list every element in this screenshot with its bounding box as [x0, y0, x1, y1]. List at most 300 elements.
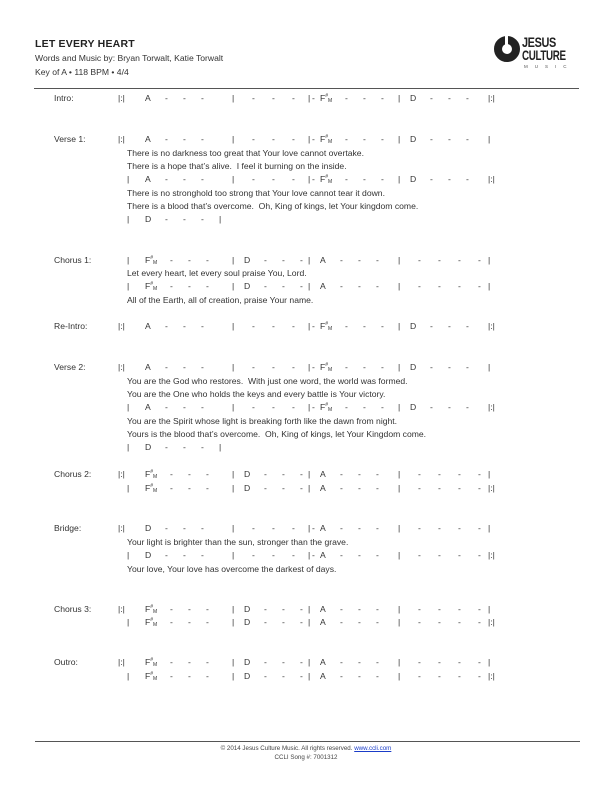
beat-dash: - — [201, 362, 204, 372]
beat-dash: - — [381, 321, 384, 331]
bar-line: | — [308, 93, 311, 103]
beat-dash: - — [206, 281, 209, 291]
beat-dash: - — [206, 483, 209, 493]
beat-dash: - — [206, 604, 209, 614]
beat-dash: - — [418, 523, 421, 533]
beat-dash: - — [201, 550, 204, 560]
beat-dash: - — [165, 362, 168, 372]
bar-line: | — [308, 174, 311, 184]
beat-dash: - — [458, 604, 461, 614]
beat-dash: - — [183, 523, 186, 533]
beat-dash: - — [272, 550, 275, 560]
beat-dash: - — [381, 362, 384, 372]
beat-dash: - — [458, 617, 461, 627]
bar-line: | — [219, 214, 222, 224]
beat-dash: - — [448, 402, 451, 412]
bar-line: | — [308, 604, 311, 614]
key-tempo-meter: Key of A • 118 BPM • 4/4 — [35, 67, 129, 77]
beat-dash: - — [206, 469, 209, 479]
logo-text-culture: CULTURE — [522, 47, 566, 63]
beat-dash: - — [376, 604, 379, 614]
beat-dash: - — [381, 402, 384, 412]
bar-line: | — [232, 362, 235, 372]
beat-dash: - — [300, 469, 303, 479]
chord-row — [0, 671, 612, 683]
beat-dash: - — [430, 134, 433, 144]
chord-row — [0, 134, 612, 146]
beat-dash: - — [438, 469, 441, 479]
beat-dash: - — [252, 134, 255, 144]
bar-line: | — [232, 174, 235, 184]
beat-dash: - — [170, 469, 173, 479]
bar-line: |:| — [488, 93, 495, 103]
beat-dash: - — [376, 671, 379, 681]
beat-dash: - — [201, 174, 204, 184]
beat-dash: - — [478, 657, 481, 667]
beat-dash: - — [448, 93, 451, 103]
beat-dash: - — [170, 617, 173, 627]
chord-symbol: D — [410, 362, 417, 372]
beat-dash: - — [418, 469, 421, 479]
beat-dash: - — [418, 281, 421, 291]
beat-dash: - — [252, 362, 255, 372]
beat-dash: - — [312, 321, 315, 331]
beat-dash: - — [183, 402, 186, 412]
beat-dash: - — [188, 617, 191, 627]
beat-dash: - — [376, 617, 379, 627]
beat-dash: - — [312, 550, 315, 560]
beat-dash: - — [358, 523, 361, 533]
bar-line: | — [398, 174, 401, 184]
bar-line: | — [398, 671, 401, 681]
lyric-line: You are the One who holds the keys and every battle is Your victory. — [127, 389, 386, 399]
bar-line: | — [232, 321, 235, 331]
bar-line: | — [127, 214, 130, 224]
ccli-link[interactable]: www.ccli.com — [354, 745, 392, 752]
lyric-line: You are the Spirit whose light is breaking forth like the dawn from night. — [127, 416, 398, 426]
chord-row — [0, 469, 612, 481]
chord-symbol: A — [145, 134, 151, 144]
chord-symbol: A — [320, 604, 326, 614]
beat-dash: - — [312, 174, 315, 184]
beat-dash: - — [300, 483, 303, 493]
beat-dash: - — [345, 362, 348, 372]
beat-dash: - — [345, 402, 348, 412]
bar-line: |:| — [488, 483, 495, 493]
beat-dash: - — [170, 671, 173, 681]
section-label: Bridge: — [54, 523, 82, 533]
beat-dash: - — [418, 550, 421, 560]
bar-line: | — [232, 617, 235, 627]
beat-dash: - — [165, 321, 168, 331]
beat-dash: - — [252, 93, 255, 103]
beat-dash: - — [264, 281, 267, 291]
beat-dash: - — [458, 523, 461, 533]
beat-dash: - — [292, 134, 295, 144]
logo-text-music: MUSIC — [524, 64, 574, 69]
bar-line: | — [308, 483, 311, 493]
beat-dash: - — [340, 550, 343, 560]
beat-dash: - — [300, 604, 303, 614]
chord-symbol: D — [244, 617, 251, 627]
beat-dash: - — [292, 174, 295, 184]
beat-dash: - — [264, 657, 267, 667]
beat-dash: - — [358, 255, 361, 265]
beat-dash: - — [381, 93, 384, 103]
beat-dash: - — [418, 657, 421, 667]
bar-line: | — [398, 617, 401, 627]
beat-dash: - — [340, 523, 343, 533]
bar-line: |:| — [488, 321, 495, 331]
beat-dash: - — [282, 604, 285, 614]
beat-dash: - — [312, 402, 315, 412]
beat-dash: - — [478, 469, 481, 479]
beat-dash: - — [376, 469, 379, 479]
beat-dash: - — [264, 604, 267, 614]
beat-dash: - — [183, 134, 186, 144]
beat-dash: - — [363, 174, 366, 184]
beat-dash: - — [438, 281, 441, 291]
beat-dash: - — [272, 321, 275, 331]
beat-dash: - — [312, 93, 315, 103]
chord-row — [0, 604, 612, 616]
bar-line: | — [308, 550, 311, 560]
beat-dash: - — [430, 402, 433, 412]
beat-dash: - — [358, 671, 361, 681]
beat-dash: - — [252, 174, 255, 184]
chord-row — [0, 255, 612, 267]
bar-line: | — [232, 604, 235, 614]
beat-dash: - — [312, 134, 315, 144]
chord-row — [0, 442, 612, 454]
beat-dash: - — [188, 671, 191, 681]
copyright-text: © 2014 Jesus Culture Music. All rights reserved. — [220, 745, 353, 752]
beat-dash: - — [300, 657, 303, 667]
beat-dash: - — [201, 402, 204, 412]
beat-dash: - — [478, 617, 481, 627]
beat-dash: - — [345, 93, 348, 103]
beat-dash: - — [438, 483, 441, 493]
bar-line: |:| — [118, 469, 125, 479]
chord-symbol: A — [320, 671, 326, 681]
beat-dash: - — [466, 93, 469, 103]
bar-line: | — [488, 604, 491, 614]
beat-dash: - — [300, 255, 303, 265]
beat-dash: - — [312, 362, 315, 372]
beat-dash: - — [430, 321, 433, 331]
beat-dash: - — [183, 214, 186, 224]
chord-symbol: A — [320, 657, 326, 667]
beat-dash: - — [264, 617, 267, 627]
lyric-line: You are the God who restores. With just one word, the world was formed. — [127, 376, 408, 386]
beat-dash: - — [272, 402, 275, 412]
bar-line: |:| — [118, 134, 125, 144]
beat-dash: - — [183, 93, 186, 103]
bar-line: | — [308, 523, 311, 533]
chord-symbol: A — [320, 523, 326, 533]
chord-symbol: D — [410, 93, 417, 103]
section-label: Verse 2: — [54, 362, 86, 372]
chord-symbol: A — [320, 281, 326, 291]
beat-dash: - — [282, 617, 285, 627]
chord-row — [0, 523, 612, 535]
beat-dash: - — [183, 174, 186, 184]
beat-dash: - — [430, 362, 433, 372]
bar-line: |:| — [118, 321, 125, 331]
chord-symbol: D — [410, 134, 417, 144]
beat-dash: - — [183, 362, 186, 372]
chord-symbol: $F^{\#}_M$ — [320, 134, 333, 145]
beat-dash: - — [466, 321, 469, 331]
beat-dash: - — [252, 550, 255, 560]
bar-line: | — [488, 657, 491, 667]
ccli-song-number: CCLI Song #: 7001312 — [274, 754, 338, 761]
bar-line: | — [398, 550, 401, 560]
beat-dash: - — [358, 281, 361, 291]
bar-line: | — [398, 657, 401, 667]
chord-row — [0, 617, 612, 629]
bar-line: | — [488, 469, 491, 479]
beat-dash: - — [183, 442, 186, 452]
bar-line: | — [488, 255, 491, 265]
beat-dash: - — [418, 604, 421, 614]
lyric-line: There is a blood that’s overcome. Oh, King of kings, let Your kingdom come. — [127, 201, 419, 211]
chord-symbol: $F^{\#}_M$ — [145, 281, 158, 292]
chord-symbol: D — [244, 255, 251, 265]
bar-line: | — [488, 134, 491, 144]
chord-row — [0, 550, 612, 562]
section-label: Chorus 1: — [54, 255, 92, 265]
beat-dash: - — [363, 134, 366, 144]
chord-symbol: $F^{\#}_M$ — [145, 255, 158, 266]
bar-line: |:| — [118, 93, 125, 103]
beat-dash: - — [188, 469, 191, 479]
beat-dash: - — [358, 617, 361, 627]
beat-dash: - — [478, 281, 481, 291]
chord-row — [0, 362, 612, 374]
chord-symbol: $F^{\#}_M$ — [145, 657, 158, 668]
chord-symbol: $F^{\#}_M$ — [320, 93, 333, 104]
lyric-line: All of the Earth, all of creation, praise Your name. — [127, 295, 314, 305]
bar-line: | — [232, 281, 235, 291]
beat-dash: - — [363, 362, 366, 372]
beat-dash: - — [252, 523, 255, 533]
beat-dash: - — [376, 657, 379, 667]
beat-dash: - — [292, 93, 295, 103]
bar-line: | — [232, 255, 235, 265]
beat-dash: - — [170, 657, 173, 667]
beat-dash: - — [300, 617, 303, 627]
beat-dash: - — [381, 174, 384, 184]
beat-dash: - — [438, 523, 441, 533]
bar-line: |:| — [488, 550, 495, 560]
beat-dash: - — [358, 604, 361, 614]
chord-symbol: A — [145, 321, 151, 331]
chord-symbol: D — [244, 671, 251, 681]
chord-row — [0, 174, 612, 186]
lyric-line: There is no stronghold too strong that Your love cannot tear it down. — [127, 188, 385, 198]
bar-line: | — [127, 174, 130, 184]
bar-line: | — [308, 402, 311, 412]
section-label: Re-Intro: — [54, 321, 88, 331]
beat-dash: - — [312, 523, 315, 533]
lyric-line: Your light is brighter than the sun, stronger than the grave. — [127, 537, 349, 547]
bar-line: | — [127, 281, 130, 291]
beat-dash: - — [358, 483, 361, 493]
bar-line: |:| — [118, 523, 125, 533]
beat-dash: - — [165, 214, 168, 224]
bar-line: | — [398, 255, 401, 265]
beat-dash: - — [448, 321, 451, 331]
chord-row — [0, 93, 612, 105]
beat-dash: - — [272, 362, 275, 372]
chord-symbol: $F^{\#}_M$ — [145, 671, 158, 682]
beat-dash: - — [292, 550, 295, 560]
bar-line: | — [308, 671, 311, 681]
bar-line: |:| — [118, 604, 125, 614]
beat-dash: - — [188, 281, 191, 291]
bar-line: | — [232, 402, 235, 412]
beat-dash: - — [282, 657, 285, 667]
beat-dash: - — [376, 483, 379, 493]
beat-dash: - — [170, 483, 173, 493]
beat-dash: - — [448, 134, 451, 144]
beat-dash: - — [300, 281, 303, 291]
bar-line: | — [127, 255, 130, 265]
beat-dash: - — [478, 255, 481, 265]
credits: Words and Music by: Bryan Torwalt, Katie Torwalt — [35, 53, 224, 63]
chord-symbol: $F^{\#}_M$ — [145, 617, 158, 628]
chord-symbol: D — [244, 483, 251, 493]
lyric-line: Let every heart, let every soul praise You, Lord. — [127, 268, 307, 278]
chord-symbol: $F^{\#}_M$ — [320, 362, 333, 373]
chord-symbol: D — [244, 604, 251, 614]
bar-line: | — [308, 469, 311, 479]
beat-dash: - — [458, 483, 461, 493]
chord-symbol: $F^{\#}_M$ — [145, 604, 158, 615]
beat-dash: - — [418, 671, 421, 681]
beat-dash: - — [188, 604, 191, 614]
bar-line: | — [308, 321, 311, 331]
beat-dash: - — [292, 402, 295, 412]
beat-dash: - — [264, 671, 267, 681]
beat-dash: - — [381, 134, 384, 144]
beat-dash: - — [363, 321, 366, 331]
bar-line: |:| — [488, 671, 495, 681]
beat-dash: - — [358, 550, 361, 560]
beat-dash: - — [466, 402, 469, 412]
chord-symbol: A — [145, 93, 151, 103]
jesus-culture-logo — [494, 34, 584, 78]
beat-dash: - — [358, 469, 361, 479]
chord-symbol: D — [410, 174, 417, 184]
bar-line: | — [127, 442, 130, 452]
chord-symbol: A — [145, 362, 151, 372]
lyric-line: There is no darkness too great that Your love cannot overtake. — [127, 148, 364, 158]
chord-symbol: D — [244, 281, 251, 291]
beat-dash: - — [201, 321, 204, 331]
beat-dash: - — [292, 321, 295, 331]
bar-line: |:| — [488, 402, 495, 412]
beat-dash: - — [458, 671, 461, 681]
section-label: Intro: — [54, 93, 74, 103]
bar-line: | — [398, 402, 401, 412]
chord-row — [0, 321, 612, 333]
beat-dash: - — [170, 255, 173, 265]
chord-symbol: D — [410, 321, 417, 331]
beat-dash: - — [340, 469, 343, 479]
beat-dash: - — [340, 657, 343, 667]
beat-dash: - — [466, 362, 469, 372]
beat-dash: - — [188, 255, 191, 265]
beat-dash: - — [170, 604, 173, 614]
beat-dash: - — [363, 402, 366, 412]
beat-dash: - — [458, 550, 461, 560]
beat-dash: - — [206, 255, 209, 265]
beat-dash: - — [438, 657, 441, 667]
bar-line: | — [308, 281, 311, 291]
beat-dash: - — [272, 174, 275, 184]
bar-line: | — [308, 134, 311, 144]
beat-dash: - — [358, 657, 361, 667]
beat-dash: - — [438, 617, 441, 627]
beat-dash: - — [458, 255, 461, 265]
beat-dash: - — [201, 134, 204, 144]
beat-dash: - — [438, 550, 441, 560]
bar-line: | — [232, 469, 235, 479]
bar-line: | — [127, 617, 130, 627]
beat-dash: - — [340, 604, 343, 614]
beat-dash: - — [188, 483, 191, 493]
section-label: Chorus 2: — [54, 469, 92, 479]
bar-line: | — [308, 617, 311, 627]
beat-dash: - — [165, 523, 168, 533]
beat-dash: - — [478, 604, 481, 614]
bar-line: | — [232, 483, 235, 493]
beat-dash: - — [376, 523, 379, 533]
footer-copyright-line — [0, 745, 612, 752]
song-title: LET EVERY HEART — [35, 38, 135, 50]
bar-line: | — [308, 362, 311, 372]
chord-row — [0, 281, 612, 293]
beat-dash: - — [466, 174, 469, 184]
beat-dash: - — [165, 550, 168, 560]
footer-divider — [35, 741, 580, 742]
lyric-line: There is a hope that’s alive. I feel it burning on the inside. — [127, 161, 347, 171]
chord-row — [0, 483, 612, 495]
beat-dash: - — [206, 671, 209, 681]
chord-symbol: A — [320, 469, 326, 479]
chord-symbol: $F^{\#}_M$ — [320, 321, 333, 332]
beat-dash: - — [438, 255, 441, 265]
beat-dash: - — [165, 442, 168, 452]
chord-row — [0, 657, 612, 669]
bar-line: | — [127, 550, 130, 560]
beat-dash: - — [340, 281, 343, 291]
beat-dash: - — [345, 174, 348, 184]
beat-dash: - — [201, 214, 204, 224]
bar-line: | — [398, 134, 401, 144]
bar-line: | — [398, 523, 401, 533]
beat-dash: - — [282, 281, 285, 291]
beat-dash: - — [478, 550, 481, 560]
bar-line: | — [232, 523, 235, 533]
beat-dash: - — [183, 321, 186, 331]
bar-line: |:| — [488, 617, 495, 627]
chord-symbol: A — [145, 174, 151, 184]
bar-line: | — [398, 281, 401, 291]
beat-dash: - — [165, 93, 168, 103]
